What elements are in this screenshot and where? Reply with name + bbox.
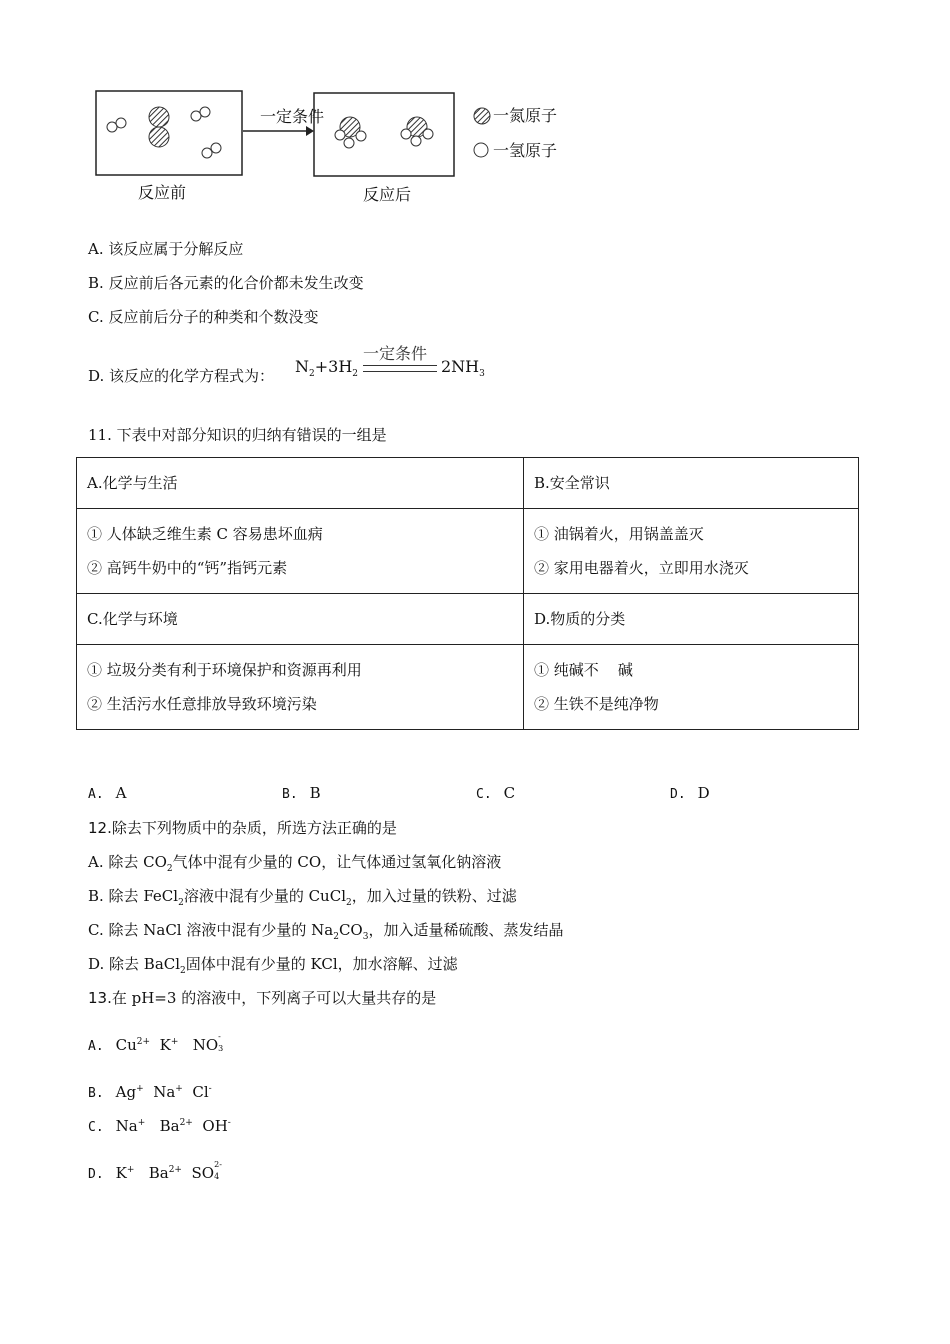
- equation-condition: 一定条件: [363, 344, 428, 363]
- q11-option-c: C. C: [476, 784, 516, 802]
- table-cell-a-body: ① 人体缺乏维生素 C 容易患坏血病 ② 高钙牛奶中的“钙”指钙元素: [77, 509, 524, 594]
- q13-stem: 13.在 pH=3 的溶液中，下列离子可以大量共存的是: [88, 989, 437, 1007]
- q10-option-b: B. 反应前后各元素的化合价都未发生改变: [88, 274, 364, 292]
- legend-nitrogen: 一氮原子: [493, 106, 558, 125]
- table-cell-a-head: A.化学与生活: [77, 458, 524, 509]
- q10-option-c: C. 反应前后分子的种类和个数没变: [88, 308, 319, 326]
- q10-option-d: D. 该反应的化学方程式为：: [88, 367, 275, 385]
- chemical-equation: $N_2+3H_2$: [295, 357, 359, 380]
- legend-hydrogen: 一氢原子: [493, 141, 558, 160]
- equation-double-line: [363, 365, 437, 372]
- q12-stem: 12.除去下列物质中的杂质，所选方法正确的是: [88, 819, 397, 837]
- reaction-diagram: [90, 85, 580, 205]
- hydrogen-atom-icon: [474, 143, 488, 157]
- arrow-label: 一定条件: [260, 107, 325, 126]
- table-cell-c-body: ① 垃圾分类有利于环境保护和资源再利用 ② 生活污水任意排放导致环境污染: [77, 645, 524, 730]
- q12-option-a: A. 除去 $CO_2$气体中混有少量的 CO，让气体通过氢氧化钠溶液: [88, 853, 502, 874]
- knowledge-table: [76, 457, 859, 730]
- q13-option-d: D. K+ $Ba^{2+}$ SO 2- 4: [88, 1160, 222, 1182]
- nitrogen-atom-icon: [474, 108, 490, 124]
- q13-option-a: A. $Cu^{2+}$ K+ NO - 3: [88, 1032, 224, 1054]
- q13-option-b: B. Ag+ Na+ Cl-: [88, 1083, 212, 1101]
- table-cell-b-body: ① 油锅着火，用锅盖盖灭 ② 家用电器着火，立即用水浇灭: [524, 509, 859, 594]
- q11-option-a: A. A: [88, 784, 127, 802]
- after-label: 反应后: [363, 185, 412, 204]
- table-cell-c-head: C.化学与环境: [77, 594, 524, 645]
- table-cell-d-body: ① 纯碱不 碱 ② 生铁不是纯净物: [524, 645, 859, 730]
- q12-option-d: D. 除去 BaCl$_2$固体中混有少量的 KCl，加水溶解、过滤: [88, 955, 458, 976]
- q13-option-c: C. Na+ $Ba^{2+}$ OH-: [88, 1117, 231, 1135]
- before-label: 反应前: [138, 183, 187, 202]
- q11-option-b: B. B: [282, 784, 321, 802]
- q11-option-d: D. D: [670, 784, 710, 802]
- table-cell-d-head: D.物质的分类: [524, 594, 859, 645]
- before-box: [96, 91, 242, 175]
- q10-option-a: A. 该反应属于分解反应: [88, 240, 244, 258]
- table-cell-b-head: B.安全常识: [524, 458, 859, 509]
- q11-stem: 11. 下表中对部分知识的归纳有错误的一组是: [88, 426, 387, 444]
- q12-option-c: C. 除去 NaCl 溶液中混有少量的 $Na_2CO_3$，加入适量稀硫酸、蒸发结晶: [88, 921, 564, 942]
- q12-option-b: B. 除去 FeCl$_2$溶液中混有少量的 CuCl$_2$，加入过量的铁粉、过滤: [88, 887, 517, 908]
- equation-product: $2NH_3$: [441, 357, 485, 380]
